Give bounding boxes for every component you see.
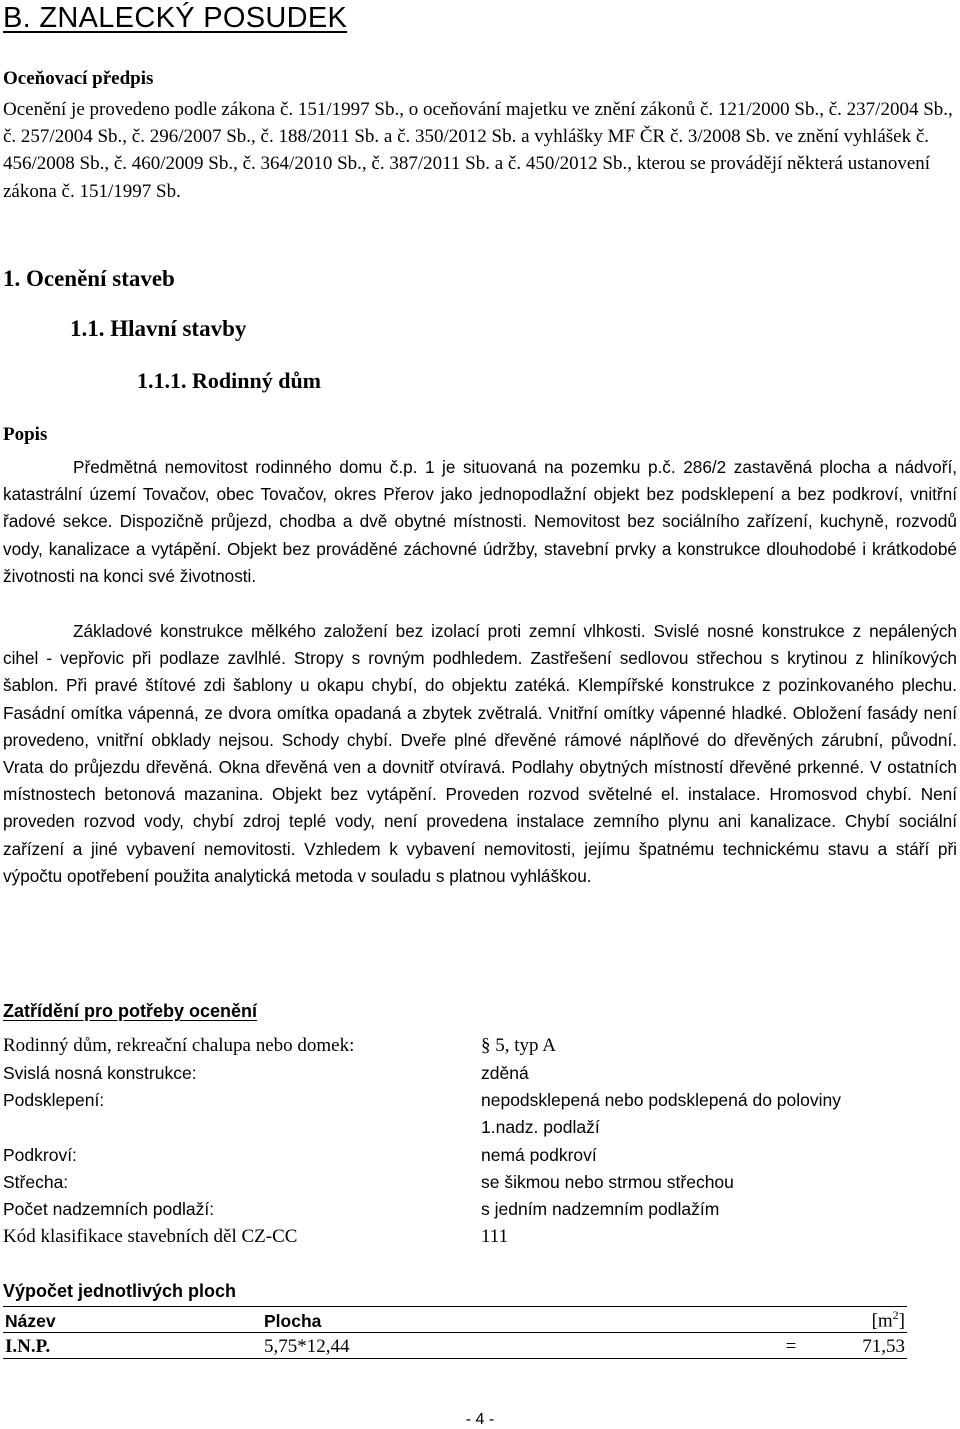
valuation-rule-text: Ocenění je provedeno podle zákona č. 151/1997 Sb., o oceňování majetku ve znění zákonů č. 121/2000 Sb., č. 237/2004 Sb., č. 257/2004 Sb., č. 296/2007 Sb., č. 188/2011 Sb. a č. 350/2012 Sb. a vyhlášky MF ČR č. 3/2008 Sb. ve znění vyhlášek č. 456/2008 Sb., č. 460/2009 Sb., č. 364/2010 Sb., č. 387/2011 Sb. a č. 450/2012 Sb., kterou se provádějí některá ustanovení zákona č. 151/1997 Sb. [3,99,953,202]
classification-value: zděná [481,1063,529,1083]
classification-value: 111 [481,1226,509,1247]
page-number: - 4 - [465,1411,495,1428]
description-paragraph-1: Předmětná nemovitost rodinného domu č.p. 1 je situovaná na pozemku p.č. 286/2 zastavěná plocha a nádvoří, katastrální území Tovačov, obec Tovačov, okres Přerov jako jednopodlažní objekt bez podsklepení a bez podkroví, vnitřní řadové sekce. Dispozičně průjezd, chodba a dvě obytné místnosti. Nemovitost bez sociálního zařízení, kuchyně, rozvodů vody, kanalizace a vytápění. Objekt bez prováděné záchovné údržby, stavební prvky a konstrukce dlouhodobé i krátkodobé životnosti na konci své životnosti. [3,457,957,586]
description-paragraph-2: Základové konstrukce mělkého založení bez izolací proti zemní vlhkosti. Svislé nosné konstrukce z nepálených cihel - vepřovic při podlaze zavlhlé. Stropy s rovným podhledem. Zastřešení sedlovou střechou s krytinou z hliníkových šablon. Při pravé štítové zdi šablony u okapu chybí, do objektu zatéká. Klempířské konstrukce z pozinkovaného plechu. Fasádní omítka vápenná, ze dvora omítka opadaná a zbytek zvětralá. Vnitřní omítky vápenné hladké. Obložení fasády není provedeno, vnitřní obklady nejsou. Schody chybí. Dveře plné dřevěné rámové náplňové do dřevěných zárubní, původní. Vrata do průjezdu dřevěná. Okna dřevěná ven a dovnitř otvíravá. Podlahy obytných místností dřevěné prkenné. V ostatních místnostech betonová mazanina. Objekt bez vytápění. Proveden rozvod světelné el. instalace. Hromosvod chybí. Není proveden rozvod vody, chybí zdroj teplé vody, není provedena instalace zemního plynu ani kanalizace. Chybí sociální zařízení a jiné vybavení nemovitosti. Vzhledem k vybavení nemovitosti, jejímu špatnému technickému stavu a stáří při výpočtu opotřebení použita analytická metoda v souladu s platnou vyhláškou. [3,621,957,886]
areas-header-row [3,1307,907,1333]
description-heading: Popis [3,424,48,445]
classification-value: 1.nadz. podlaží [481,1117,600,1137]
classification-heading: Zatřídění pro potřeby ocenění [3,1001,258,1021]
classification-label: Podsklepení: [3,1090,105,1110]
classification-value: § 5, typ A [481,1035,556,1056]
section-heading-1-1: 1.1. Hlavní stavby [70,316,247,341]
classification-label: Střecha: [3,1172,69,1192]
section-heading-1-1-1: 1.1.1. Rodinný dům [137,368,322,393]
section-heading-1: 1. Ocenění staveb [3,266,175,291]
classification-value: se šikmou nebo strmou střechou [481,1172,734,1192]
classification-label: Svislá nosná konstrukce: [3,1063,197,1083]
valuation-rule-heading: Oceňovací předpis [3,68,154,89]
classification-label: Kód klasifikace stavebních děl CZ-CC [3,1226,298,1247]
col-header-name: Název [3,1307,262,1333]
classification-value: s jedním nadzemním podlažím [481,1199,720,1219]
area-row-equals: = [764,1333,818,1359]
classification-value: nemá podkroví [481,1145,597,1165]
area-row-name: I.N.P. [3,1333,262,1359]
col-header-unit: $[m^2]$ [818,1307,907,1333]
area-row-formula: 5,75*12,44 [262,1333,764,1359]
areas-heading: Výpočet jednotlivých ploch [3,1281,237,1301]
classification-label: Počet nadzemních podlaží: [3,1199,215,1219]
classification-value: nepodsklepená nebo podsklepená do poloviny [481,1090,842,1110]
table-row [3,1333,907,1359]
page-title: B. ZNALECKÝ POSUDEK [3,2,348,34]
classification-label: Rodinný dům, rekreační chalupa nebo domek: [3,1035,355,1056]
col-header-area: Plocha [262,1307,764,1333]
classification-label: Podkroví: [3,1145,77,1165]
areas-table [3,1306,907,1359]
area-row-value: 71,53 [818,1333,907,1359]
